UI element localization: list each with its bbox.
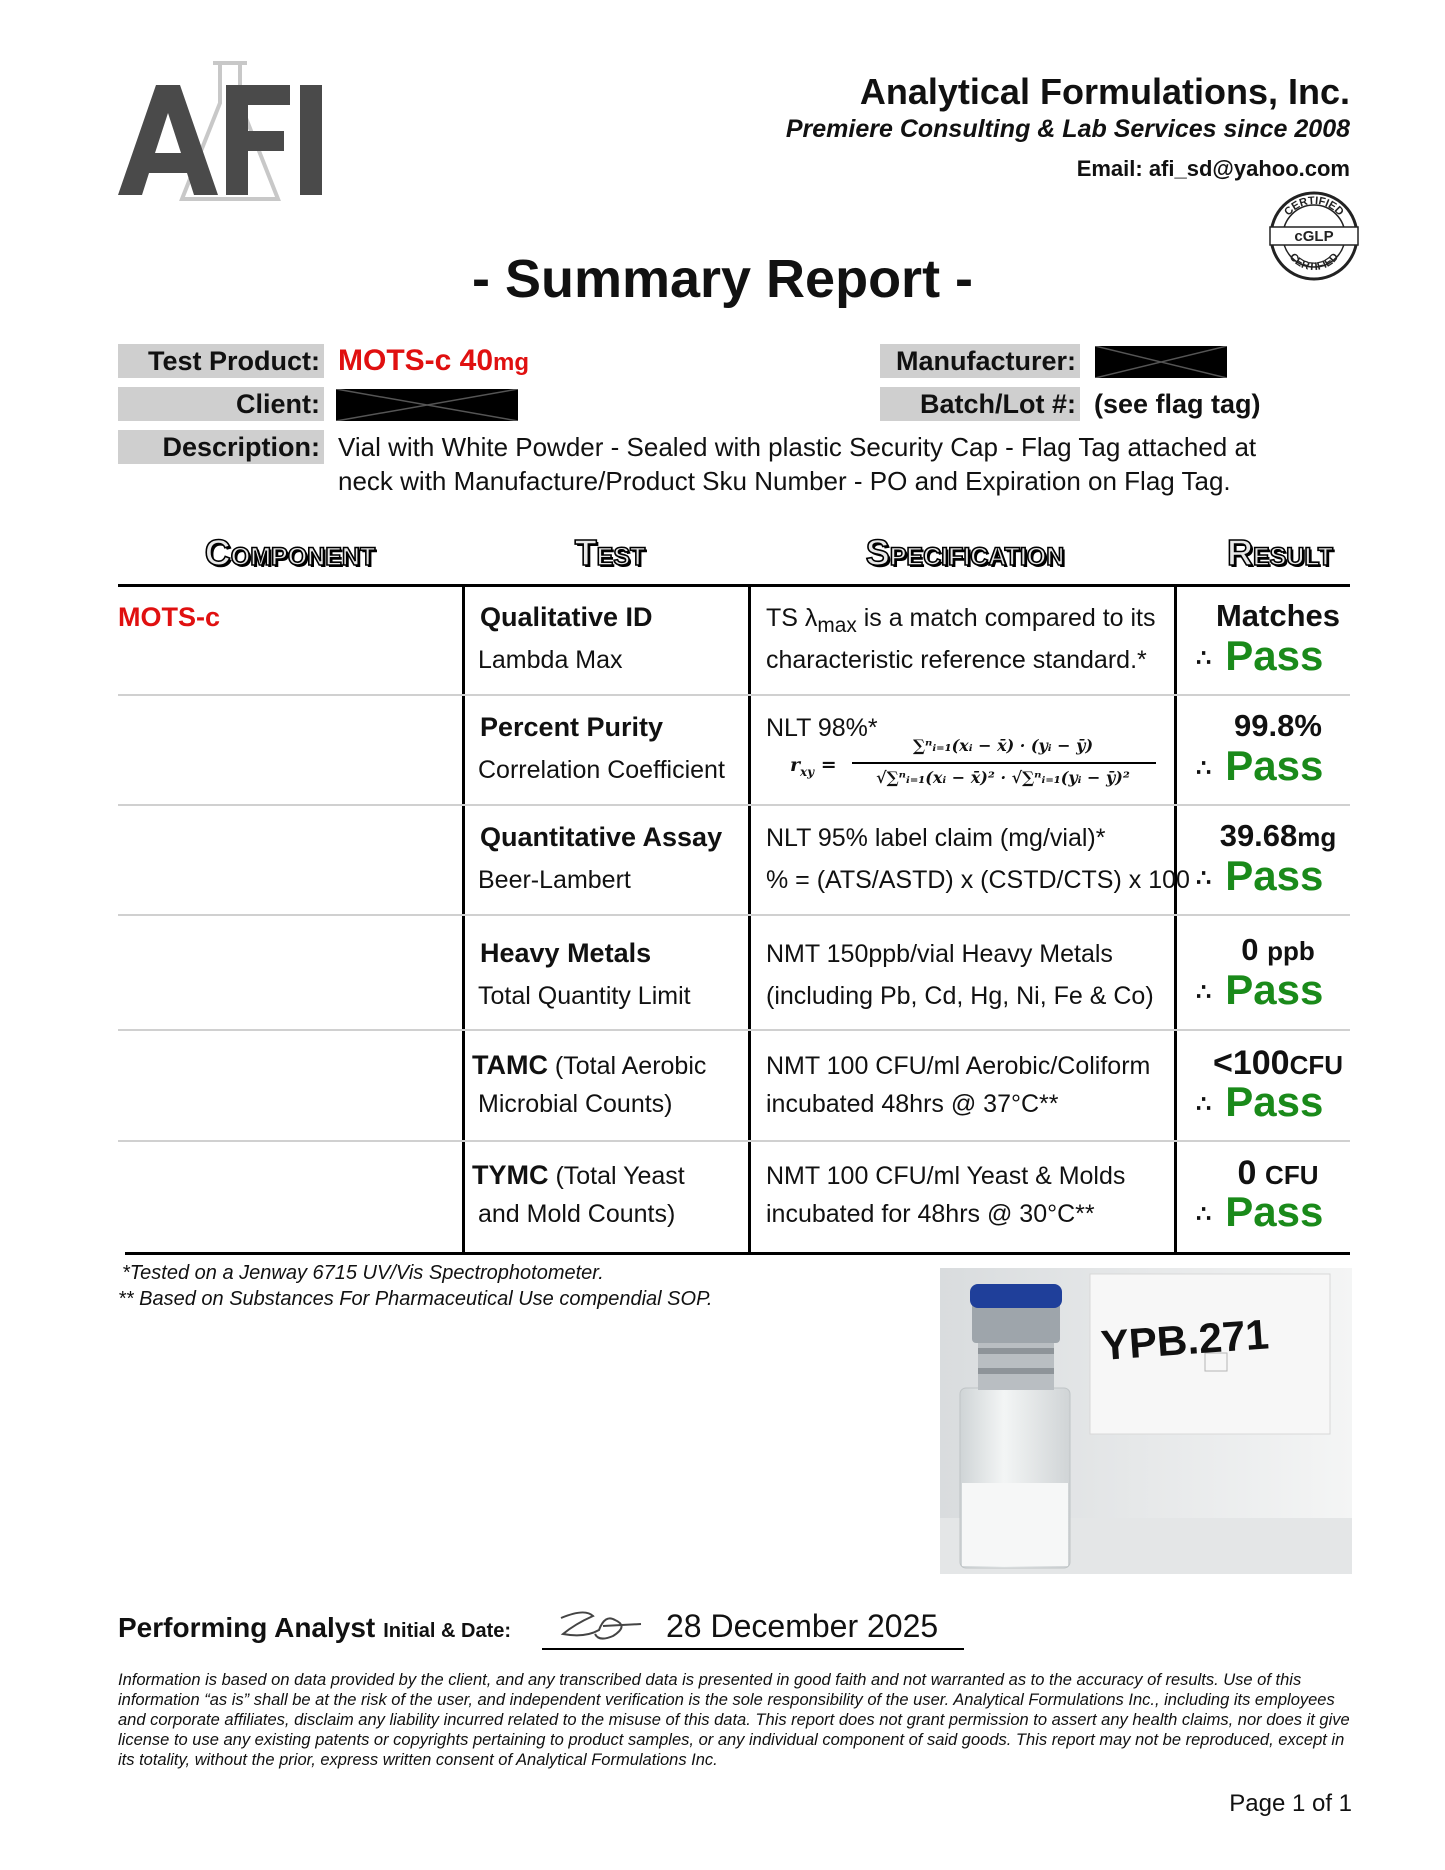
- table-divider-1: [462, 584, 465, 1254]
- spec-line-1: NLT 98%*: [766, 714, 878, 742]
- result-value-wrap: [1186, 818, 1370, 854]
- analyst-label-line: [118, 1612, 511, 1644]
- test-title: TYMC: [472, 1160, 549, 1190]
- therefore-symbol: ∴: [1196, 1091, 1212, 1119]
- result-pass: [1196, 632, 1323, 680]
- test-title: Qualitative ID: [480, 602, 653, 632]
- result-value: 99.8%: [1234, 708, 1322, 743]
- analyst-sub-label: Initial & Date:: [383, 1620, 512, 1642]
- result-pass: [1196, 966, 1323, 1014]
- batch-label: Batch/Lot #:: [880, 387, 1080, 421]
- therefore-symbol: ∴: [1196, 865, 1212, 893]
- page-number: Page 1 of 1: [1229, 1790, 1352, 1817]
- result-value: 0: [1241, 932, 1259, 967]
- pass-label: Pass: [1225, 742, 1324, 789]
- row-separator: [118, 694, 1350, 696]
- result-unit: CFU: [1289, 1050, 1344, 1080]
- formula-lhs-sub: xy: [800, 764, 815, 779]
- pass-label: Pass: [1225, 632, 1324, 679]
- row-separator: [118, 804, 1350, 806]
- result-value: 0: [1237, 1154, 1257, 1192]
- analyst-label: Performing Analyst: [118, 1612, 376, 1643]
- component-name: MOTS-c: [118, 602, 221, 632]
- test-subtitle: Total Quantity Limit: [478, 982, 691, 1010]
- spec-line-2: % = (ATS/ASTD) x (CSTD/CTS) x 100: [766, 866, 1190, 894]
- analyst-signature: [555, 1604, 645, 1646]
- result-value: 39.68: [1219, 818, 1298, 853]
- table-divider-3: [1174, 584, 1177, 1254]
- test-title-line: [472, 1050, 706, 1081]
- test-product-unit: mg: [493, 349, 530, 376]
- formula-fraction-bar: [852, 762, 1156, 764]
- report-title: - Summary Report -: [471, 249, 974, 309]
- formula-numerator: ∑ⁿᵢ₌₁(xᵢ − x̄) · (yᵢ − ȳ): [912, 736, 1094, 755]
- vial-illustration: [940, 1268, 1352, 1574]
- result-unit: CFU: [1265, 1160, 1319, 1190]
- analyst-date: 28 December 2025: [666, 1608, 939, 1644]
- company-header: [786, 70, 1350, 182]
- result-value: <100: [1212, 1044, 1290, 1082]
- batch-value: (see flag tag): [1094, 389, 1261, 419]
- client-label: Client:: [118, 387, 324, 421]
- manufacturer-redacted: [1095, 346, 1227, 378]
- spec-text: TS λ: [766, 604, 818, 632]
- pass-label: Pass: [1225, 1188, 1324, 1235]
- test-product-value: [338, 344, 529, 378]
- test-product-name: MOTS-c 40: [338, 344, 494, 377]
- header-test: Test: [574, 532, 646, 573]
- test-subtitle: Beer-Lambert: [478, 866, 631, 894]
- test-product-label: Test Product:: [118, 344, 324, 378]
- row-separator: [118, 1029, 1350, 1031]
- correlation-formula: [790, 736, 1160, 796]
- spec-text: is a match compared to its: [856, 604, 1156, 632]
- footnote-1: *Tested on a Jenway 6715 UV/Vis Spectrophotometer.: [122, 1262, 604, 1284]
- test-title-line: [472, 1160, 685, 1191]
- seal-top-text: CERTIFIED: [1282, 194, 1346, 219]
- spec-subscript: max: [817, 614, 857, 637]
- row-separator: [118, 1140, 1350, 1142]
- afi-logo: [118, 55, 338, 205]
- flag-tag-text: YPB.271: [1099, 1310, 1271, 1369]
- product-photo: [940, 1268, 1352, 1574]
- result-pass: [1196, 1078, 1323, 1126]
- test-subtitle: Correlation Coefficient: [478, 756, 725, 784]
- row-separator: [118, 914, 1350, 916]
- test-title: Percent Purity: [480, 712, 664, 742]
- spec-line-1: NLT 95% label claim (mg/vial)*: [766, 824, 1106, 852]
- therefore-symbol: ∴: [1196, 645, 1212, 673]
- test-title-suffix: (Total Aerobic: [547, 1052, 707, 1080]
- result-pass: [1196, 852, 1323, 900]
- pass-label: Pass: [1225, 1078, 1324, 1125]
- table-divider-2: [748, 584, 751, 1254]
- test-title: Quantitative Assay: [480, 822, 723, 852]
- company-name: Analytical Formulations, Inc.: [859, 71, 1350, 112]
- formula-eq: =: [820, 754, 837, 776]
- result-value-wrap: [1186, 932, 1370, 968]
- spec-line-1: NMT 150ppb/vial Heavy Metals: [766, 940, 1113, 968]
- result-unit: mg: [1297, 822, 1337, 852]
- test-subtitle: Microbial Counts): [478, 1090, 673, 1118]
- table-top-border: [118, 584, 1350, 587]
- description-text: Vial with White Powder - Sealed with plastic Security Cap - Flag Tag attached at neck with Manufacture/Product Sku Number - PO and Expiration on Flag Tag.: [338, 432, 1257, 496]
- spec-line-2: characteristic reference standard.*: [766, 646, 1147, 674]
- test-title-suffix: (Total Yeast: [548, 1162, 685, 1190]
- formula-lhs: r: [790, 754, 801, 776]
- header-specification: Specification: [865, 532, 1065, 573]
- result-pass: [1196, 742, 1323, 790]
- pass-label: Pass: [1225, 852, 1324, 899]
- test-subtitle: and Mold Counts): [478, 1200, 676, 1228]
- result-value: Matches: [1215, 598, 1341, 633]
- result-unit: ppb: [1267, 936, 1315, 966]
- test-title: TAMC: [472, 1050, 548, 1080]
- formula-denominator: √∑ⁿᵢ₌₁(xᵢ − x̄)² · √∑ⁿᵢ₌₁(yᵢ − ȳ)²: [876, 768, 1130, 787]
- spec-line-1: [766, 604, 1156, 638]
- company-tagline: Premiere Consulting & Lab Services since 2008: [785, 115, 1350, 144]
- description-label: Description:: [118, 430, 324, 464]
- spec-line-1: NMT 100 CFU/ml Aerobic/Coliform: [766, 1052, 1151, 1080]
- spec-line-1: NMT 100 CFU/ml Yeast & Molds: [766, 1162, 1126, 1190]
- spec-line-2: incubated for 48hrs @ 30°C**: [766, 1200, 1095, 1228]
- therefore-symbol: ∴: [1196, 979, 1212, 1007]
- spec-line-2: (including Pb, Cd, Hg, Ni, Fe & Co): [766, 982, 1154, 1010]
- manufacturer-label: Manufacturer:: [880, 344, 1080, 378]
- footnote-2: ** Based on Substances For Pharmaceutical Use compendial SOP.: [118, 1288, 713, 1310]
- therefore-symbol: ∴: [1196, 1201, 1212, 1229]
- seal-middle-text: cGLP: [1294, 228, 1334, 245]
- result-pass: [1196, 1188, 1323, 1236]
- spec-line-2: incubated 48hrs @ 37°C**: [766, 1090, 1059, 1118]
- header-result: Result: [1226, 532, 1334, 573]
- test-title: Heavy Metals: [480, 938, 652, 968]
- table-bottom-border: [125, 1252, 1350, 1255]
- client-redacted: [336, 389, 518, 421]
- disclaimer-text: Information is based on data provided by the client, and any transcribed data is presented in good faith and not warranted as to the accuracy of results. Use of this information “as is” shall be at the risk of the user, and independent verification is the sole responsibility of the user. Analytical Formulations Inc., including its employees and corporate affiliates, disclaim any liability incurred related to the misuse of this data. This report does not grant permission to assert any health claims, nor does it give license to use any existing patents or copyrights pertaining to product samples, or any individual component of said goods. This report may not be reproduced, except in its totality, without the prior, express written consent of Analytical Formulations Inc.: [118, 1671, 1350, 1769]
- pass-label: Pass: [1225, 966, 1324, 1013]
- therefore-symbol: ∴: [1196, 755, 1212, 783]
- test-subtitle: Lambda Max: [478, 646, 623, 674]
- seal-bottom-text: CERTIFIED: [1286, 251, 1342, 274]
- company-email: Email: afi_sd@yahoo.com: [1076, 156, 1350, 182]
- header-component: Component: [204, 532, 376, 573]
